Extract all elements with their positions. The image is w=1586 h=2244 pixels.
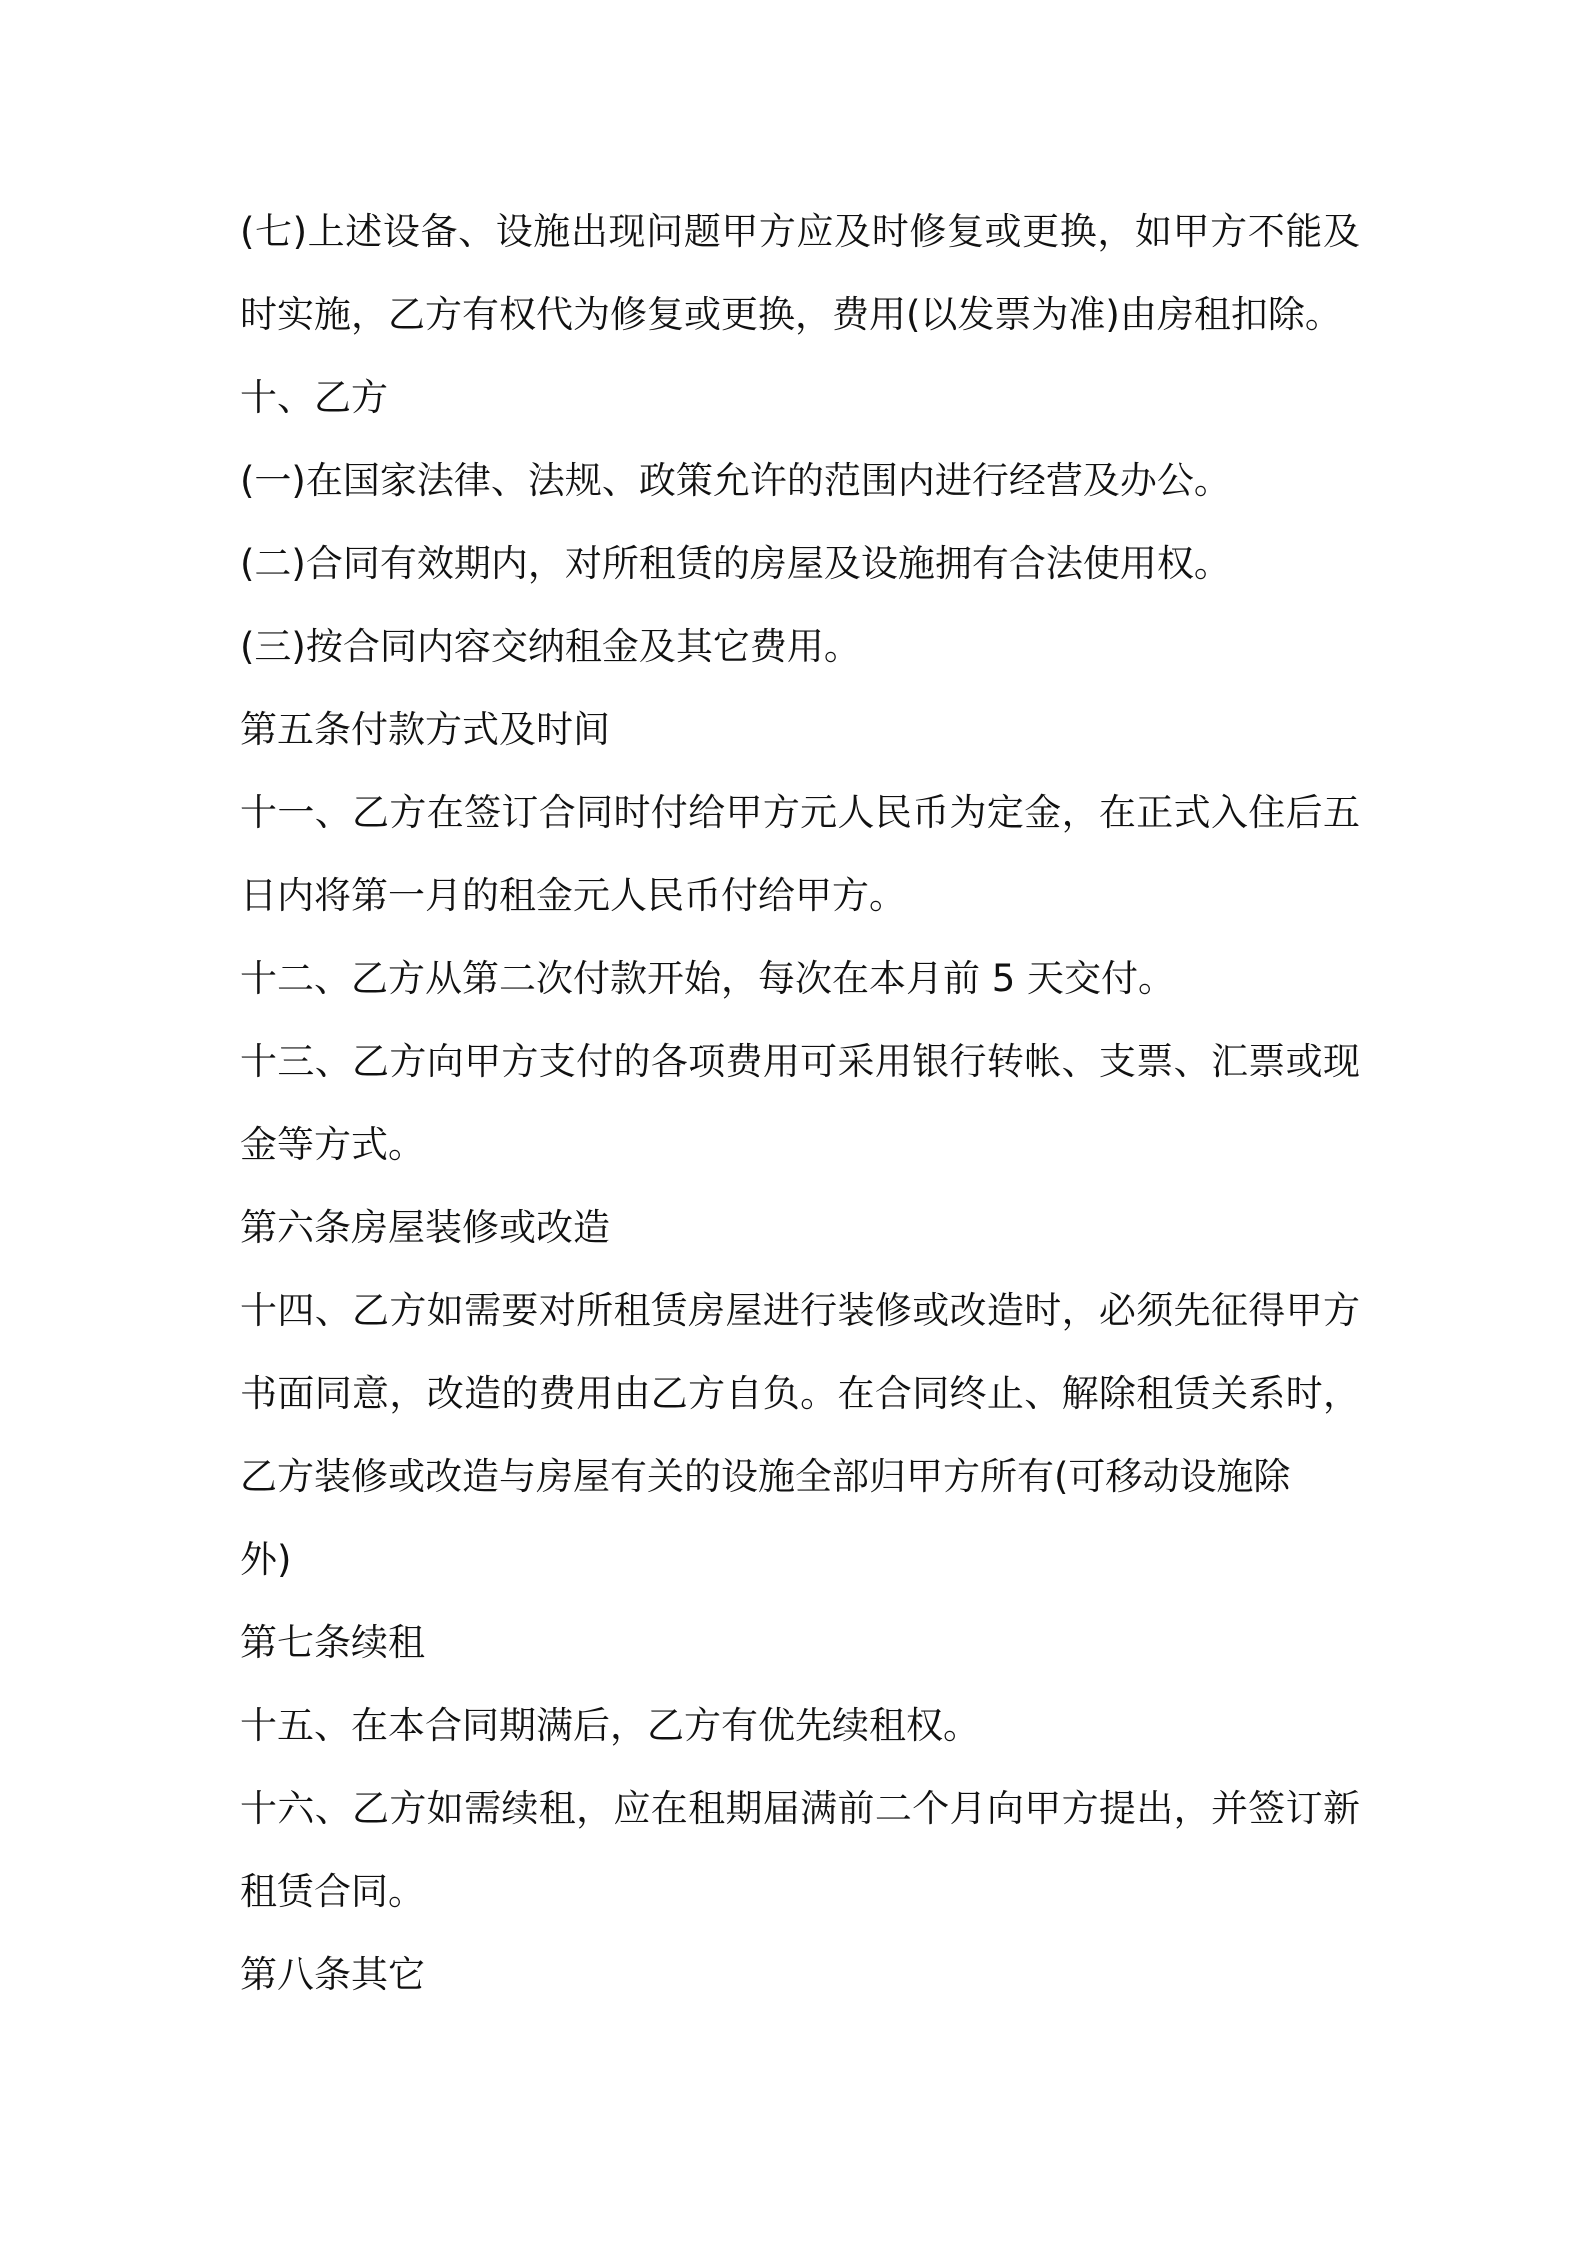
paragraph-line: 租赁合同。 — [240, 1870, 425, 1913]
paragraph-line: 金等方式。 — [240, 1123, 425, 1166]
article-heading: 第八条其它 — [240, 1953, 425, 1996]
document-page — [240, 190, 1360, 2016]
article-heading: 第五条付款方式及时间 — [240, 708, 610, 751]
paragraph-line: 十六、乙方如需续租，应在租期届满前二个月向甲方提出，并签订新 — [240, 1787, 1360, 1830]
article-heading: 第六条房屋装修或改造 — [240, 1206, 610, 1249]
paragraph-line: 十二、乙方从第二次付款开始，每次在本月前 5 天交付。 — [240, 957, 1176, 1000]
paragraph-line: (三)按合同内容交纳租金及其它费用。 — [240, 625, 861, 668]
paragraph-line: 十三、乙方向甲方支付的各项费用可采用银行转帐、支票、汇票或现 — [240, 1040, 1360, 1083]
paragraph-line: 时实施，乙方有权代为修复或更换，费用(以发票为准)由房租扣除。 — [240, 293, 1342, 336]
paragraph-line: (七)上述设备、设施出现问题甲方应及时修复或更换，如甲方不能及 — [240, 210, 1360, 253]
paragraph-line: 书面同意，改造的费用由乙方自负。在合同终止、解除租赁关系时， — [240, 1372, 1360, 1415]
paragraph-line: 十一、乙方在签订合同时付给甲方元人民币为定金，在正式入住后五 — [240, 791, 1360, 834]
paragraph-line: 十四、乙方如需要对所租赁房屋进行装修或改造时，必须先征得甲方 — [240, 1289, 1360, 1332]
paragraph-line: 日内将第一月的租金元人民币付给甲方。 — [240, 874, 906, 917]
article-heading: 第七条续租 — [240, 1621, 425, 1664]
paragraph-line: 外) — [240, 1538, 292, 1581]
paragraph-line: (二)合同有效期内，对所租赁的房屋及设施拥有合法使用权。 — [240, 542, 1231, 585]
paragraph-line: 乙方装修或改造与房屋有关的设施全部归甲方所有(可移动设施除 — [240, 1455, 1291, 1498]
paragraph-line: 十五、在本合同期满后，乙方有优先续租权。 — [240, 1704, 980, 1747]
section-heading: 十、乙方 — [240, 376, 388, 419]
paragraph-line: (一)在国家法律、法规、政策允许的范围内进行经营及办公。 — [240, 459, 1231, 502]
